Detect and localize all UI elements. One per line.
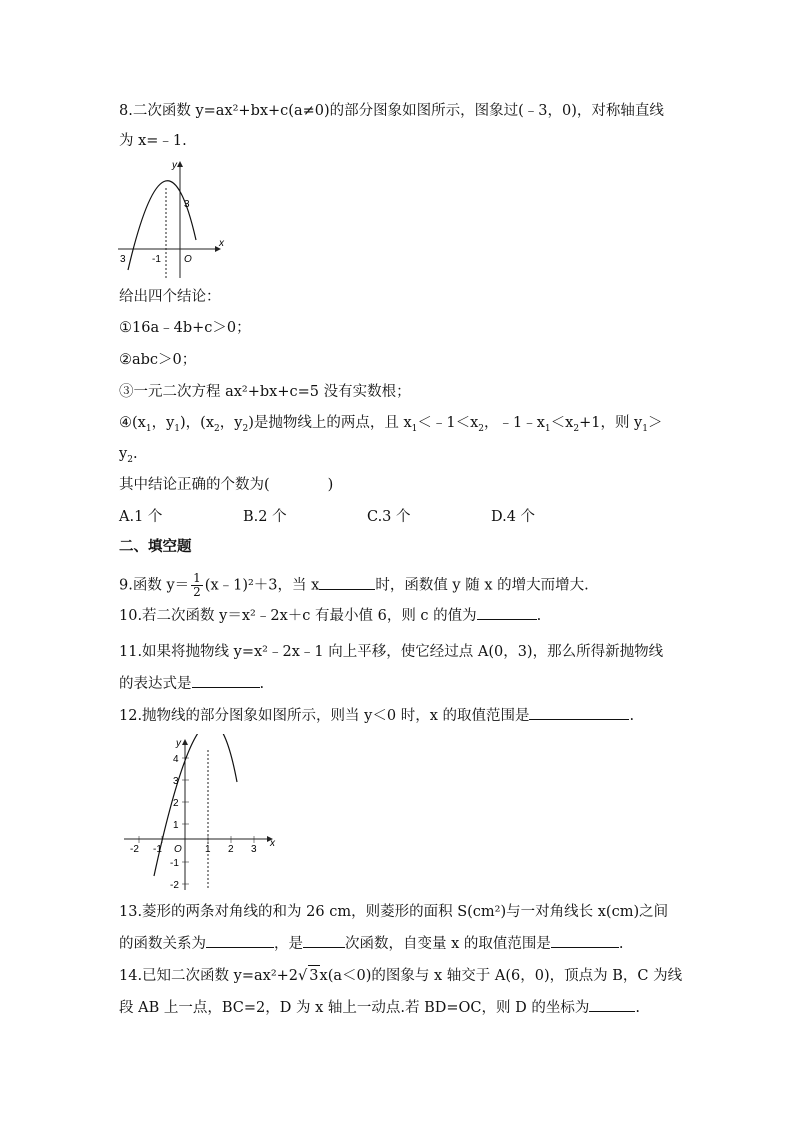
- q12-y-tick-4: 4: [173, 754, 179, 765]
- q8-option-d: D.4 个: [491, 509, 536, 525]
- q13-answer-blank-2[interactable]: [303, 933, 345, 948]
- q13-answer-blank-1[interactable]: [206, 933, 274, 948]
- q12-y-tick-1: 1: [173, 820, 179, 831]
- q8-stem-line2: 为 x=﹣1.: [119, 133, 187, 149]
- q12-x-tick-2: 2: [228, 844, 234, 855]
- q8-conclusion-4-cont: $y_2$.: [119, 446, 138, 465]
- q8-x-tick-minus1: -1: [152, 254, 161, 265]
- q12-parabola-curve: [154, 734, 237, 876]
- section-title-fill-in: 二、填空题: [119, 539, 192, 555]
- q14-stem-line2: 段 AB 上一点，BC=2，D 为 x 轴上一动点.若 BD=OC，则 D 的坐标为 .: [119, 997, 640, 1018]
- q8-option-c: C.3 个: [367, 509, 411, 525]
- q8-parabola-graph: [116, 158, 228, 280]
- q8-x-label: x: [219, 238, 224, 249]
- q12-y-tick-minus1: -1: [170, 858, 179, 869]
- q9-stem: 9.函数 y＝ $\frac{1}{2}$ (x﹣1)²＋3，当 x 时，函数值 y 随 x 的增大而增大.: [119, 571, 589, 599]
- q8-stem-line1: 8.二次函数 y=ax²+bx+c(a≠0)的部分图象如图所示，图象过(﹣3，0)，对称轴直线: [119, 103, 664, 119]
- q12-x-tick-3: 3: [251, 844, 257, 855]
- q10-answer-blank[interactable]: [477, 605, 537, 620]
- q11-stem-line2: 的表达式是 .: [119, 673, 264, 694]
- q11-stem-line1: 11.如果将抛物线 y=x²﹣2x﹣1 向上平移，使它经过点 A(0，3)，那么所得新抛物线: [119, 644, 664, 660]
- q14-answer-blank[interactable]: [589, 997, 635, 1012]
- q8-conclusion-3: ③一元二次方程 ax²+bx+c=5 没有实数根；: [119, 384, 411, 400]
- q14-sqrt-radicand: 3: [308, 965, 319, 986]
- q10-stem: 10.若二次函数 y＝x²﹣2x＋c 有最小值 6，则 c 的值为 .: [119, 605, 541, 626]
- q8-conclusion-2: ②abc＞0；: [119, 352, 197, 368]
- q11-answer-blank[interactable]: [192, 673, 260, 688]
- q12-answer-blank[interactable]: [529, 705, 629, 720]
- q13-answer-blank-3[interactable]: [551, 933, 619, 948]
- q8-origin: O: [184, 254, 192, 265]
- q12-y-label: y: [176, 738, 181, 749]
- q8-intro: 给出四个结论：: [119, 289, 221, 305]
- q8-conclusion-1: ①16a﹣4b+c＞0；: [119, 320, 251, 336]
- q8-conclusion-4: $④(x_1$，$y_1$)，($x_2$，$y_2$)是抛物线上的两点，且 $x_1<﹣1<x_2$，$﹣1﹣x_1<x_2+1$，则 $y_1>$: [119, 415, 663, 434]
- q12-stem: 12.抛物线的部分图象如图所示，则当 y＜0 时，x 的取值范围是 .: [119, 705, 634, 726]
- q8-option-b: B.2 个: [243, 509, 287, 525]
- q12-x-tick-minus2: -2: [130, 844, 139, 855]
- q12-x-tick-minus1: -1: [153, 844, 162, 855]
- q12-parabola-graph: [120, 734, 280, 892]
- q12-x-label: x: [270, 838, 275, 849]
- q12-x-tick-1: 1: [205, 844, 211, 855]
- q9-answer-blank[interactable]: [319, 575, 375, 590]
- q12-origin: O: [174, 844, 182, 855]
- q13-stem-line1: 13.菱形的两条对角线的和为 26 cm，则菱形的面积 S(cm²)与一对角线长 x(cm)之间: [119, 904, 669, 920]
- q8-question: 其中结论正确的个数为( ): [119, 477, 334, 493]
- q14-stem-line1: 14.已知二次函数 y=ax²+2√ 3x(a＜0)的图象与 x 轴交于 A(6，0)，顶点为 B，C 为线: [119, 965, 682, 986]
- q9-fraction: $\frac{1}{2}$: [193, 571, 201, 599]
- q12-y-tick-3: 3: [173, 776, 179, 787]
- q8-option-a: A.1 个: [119, 509, 163, 525]
- q12-y-tick-2: 2: [173, 798, 179, 809]
- q13-stem-line2: 的函数关系为 ，是 次函数，自变量 x 的取值范围是 .: [119, 933, 624, 954]
- q8-y-label: y: [172, 160, 177, 171]
- q8-x-tick-left: 3: [120, 254, 126, 265]
- q12-y-tick-minus2: -2: [170, 880, 179, 891]
- q8-y-tick-3: 3: [184, 199, 190, 210]
